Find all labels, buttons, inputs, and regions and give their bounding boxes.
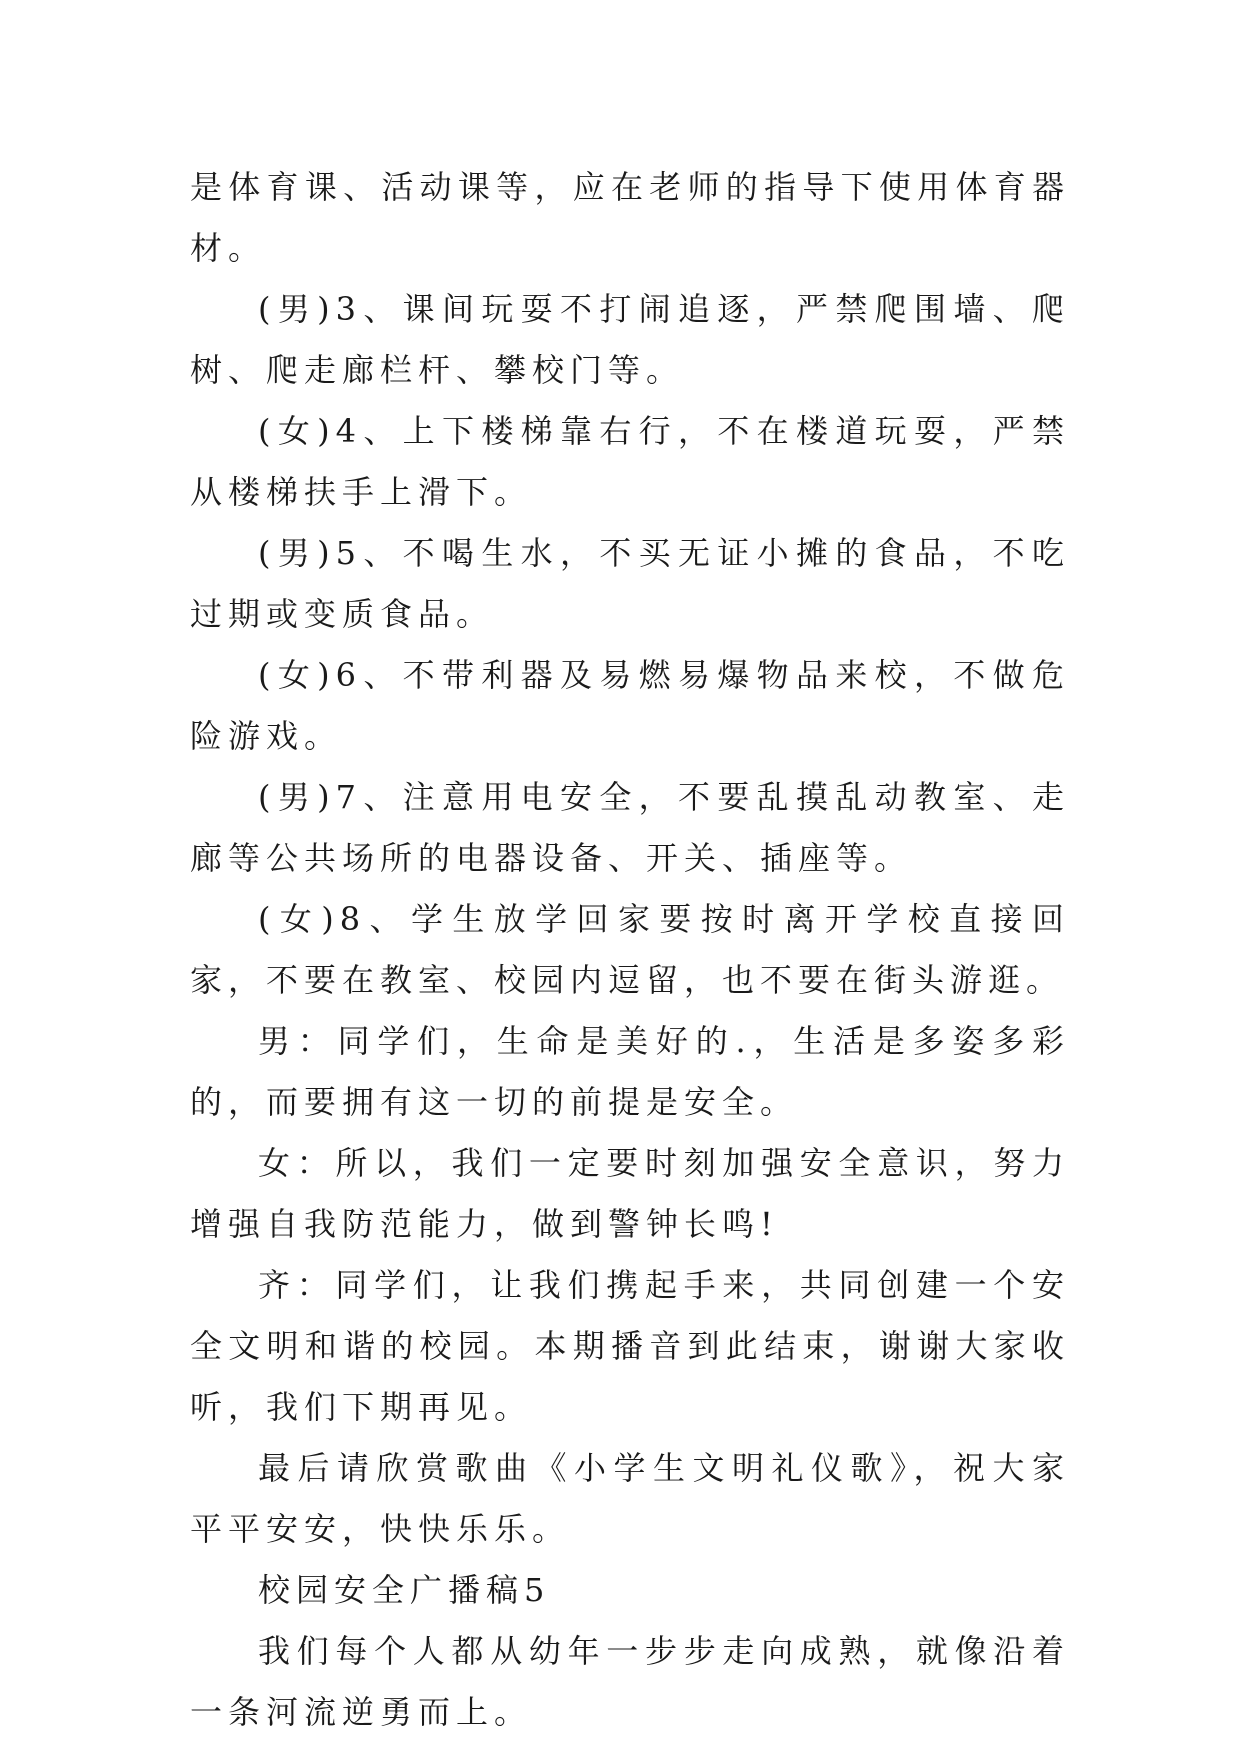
paragraph-rule-8: (女)8、学生放学回家要按时离开学校直接回家，不要在教室、校园内逗留，也不要在街头游逛。 — [190, 900, 1070, 999]
paragraph-closing-song: 最后请欣赏歌曲《小学生文明礼仪歌》，祝大家平平安安，快快乐乐。 — [190, 1449, 1070, 1548]
section-heading: 校园安全广播稿5 — [258, 1571, 551, 1609]
paragraph-rule-7: (男)7、注意用电安全，不要乱摸乱动教室、走廊等公共场所的电器设备、开关、插座等。 — [190, 778, 1070, 877]
paragraph-rule-5: (男)5、不喝生水，不买无证小摊的食品，不吃过期或变质食品。 — [190, 534, 1070, 633]
paragraph-together: 齐：同学们，让我们携起手来，共同创建一个安全文明和谐的校园。本期播音到此结束，谢谢大家收听，我们下期再见。 — [190, 1266, 1070, 1426]
paragraph-female-speaker: 女：所以，我们一定要时刻加强安全意识，努力增强自我防范能力，做到警钟长鸣! — [190, 1144, 1070, 1243]
paragraph-intro: 我们每个人都从幼年一步步走向成熟，就像沿着一条河流逆勇而上。 — [190, 1632, 1070, 1731]
document-body — [190, 157, 1070, 1743]
paragraph-rule-3: (男)3、课间玩耍不打闹追逐，严禁爬围墙、爬树、爬走廊栏杆、攀校门等。 — [190, 290, 1070, 389]
paragraph-continuation: 是体育课、活动课等，应在老师的指导下使用体育器材。 — [190, 168, 1070, 267]
paragraph-male-speaker: 男：同学们，生命是美好的.，生活是多姿多彩的，而要拥有这一切的前提是安全。 — [190, 1022, 1070, 1121]
paragraph-rule-4: (女)4、上下楼梯靠右行，不在楼道玩耍，严禁从楼梯扶手上滑下。 — [190, 412, 1070, 511]
paragraph-rule-6: (女)6、不带利器及易燃易爆物品来校，不做危险游戏。 — [190, 656, 1070, 755]
